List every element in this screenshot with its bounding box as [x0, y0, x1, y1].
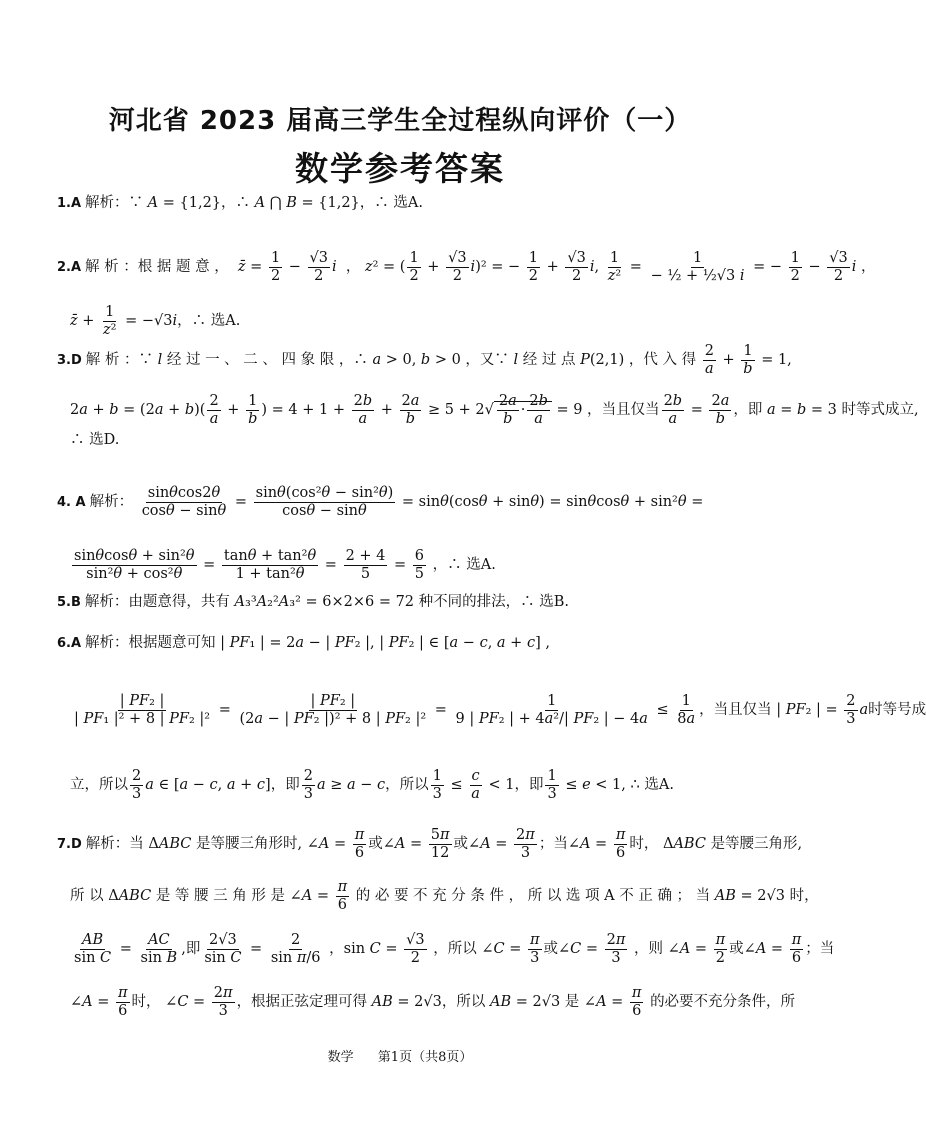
answer-3-cont: 2a + b = (2a + b)( $\frac{2}{a}$ + $\frac{1}{b}$ ) = 4 + 1 + $\frac{2b}{a}$ + $\frac{2a}{b}$ ≥ 5 + 2√ $\frac{2a}{b}$ · $\frac{2b}{a}$ = 9 ，当且仅当 $\frac{2b}{a}$ = $\frac{2a}{b}$ ，即 a = b = 3 时等式成立, [70, 393, 919, 427]
footer-page: 第1页（共8页） [377, 1050, 473, 1065]
page-title: 河北省 2023 届高三学生全过程纵向评价（一） [108, 106, 692, 136]
answer-2-cont: z̄ + $\frac{1}{\text{z²}}$ = −√3i，∴ 选A. [70, 304, 241, 338]
answer-3-choice: ∴ 选D. [70, 432, 120, 448]
answer-4-cont: $\frac{\text{sinθcosθ + sin²θ}}{\text{sin²θ + cos²θ}}$ = $\frac{\text{tanθ + tan²θ}}{\text{1 + tan²θ}}$ = $\frac{2 + 4}{5}$ = $\frac{6}{5}$ ，∴ 选A. [74, 548, 496, 582]
answer-3: 3.D 解 析 ：∵ l 经 过 一 、 二 、 四 象 限 ，∴ a > 0, b > 0 ，又∵ l 经 过 点 P(2,1) ，代 入 得 $\frac{2}{a}$ + $\frac{1}{b}$ = 1, [57, 343, 792, 377]
page-footer [0, 1046, 800, 1065]
answer-4: 4. A 解析： $\frac{\sin\theta\cos 2\theta}{\cos\theta - \sin\theta}$ = $\frac{\text{sinθ(cos²θ − sin²θ)}}{\cos\theta - \sin\theta}$ = sinθ(cosθ + sinθ) = sinθcosθ + sin²θ = [57, 485, 704, 519]
answer-6: 6.A 解析：根据题意可知 | PF₁ | = 2a − | PF₂ |, | PF₂ | ∈ [a − c, a + c] , [57, 635, 550, 651]
answer-2: 2.A 解 析 ：根 据 题 意 ， z̄ = $\frac{1}{2}$ − $\frac{√3}{2}$ i ， z² = ( $\frac{1}{2}$ + $\frac{√3}{2}$ i)² = − $\frac{1}{2}$ + $\frac{√3}{2}$ i, $\frac{1}{\text{z²}}$ = $\frac{1}{\text{− ½ + ½√3 i}}$ = − $\frac{1}{2}$ − $\frac{√3}{2}$ i ， [57, 250, 876, 284]
answer-7-cont3: ∠A = $\frac{\pi}{6}$ 时， ∠C = $\frac{2\pi}{3}$ ，根据正弦定理可得 AB = 2√3，所以 AB = 2√3 是 ∠A = $\frac{\pi}{6}$ 的必要不充分条件，所 [70, 985, 796, 1019]
answer-5: 5.B 解析：由题意得，共有 A₃³A₂²A₃² = 6×2×6 = 72 种不同的排法，∴ 选B. [57, 594, 570, 610]
answer-1: 1.A 解析：∵ A = {1,2}，∴ A ⋂ B = {1,2}，∴ 选A. [57, 195, 423, 211]
answer-6-cont: $\frac{\text{| PF₂ |}}{\text{| PF₁ |² + 8 | PF₂ |²}}$ = $\frac{\text{| PF₂ |}}{\text{(2a − | PF₂ |)² + 8 | PF₂ |²}}$ = $\frac{1}{\text{9 | PF₂ | + 4a²/| PF₂ | − 4a}}$ ≤ $\frac{1}{8a}$ ，当且仅当 | PF₂ | = $\frac{2}{3}$ a时等号成 [74, 693, 926, 727]
page-subtitle: 数学参考答案 [295, 149, 505, 188]
answer-7-cont: 所 以 ΔABC 是 等 腰 三 角 形 是 ∠A = $\frac{\pi}{6}$ 的 必 要 不 充 分 条 件 ， 所 以 选 项 A 不 正 确 ； 当 AB = 2√3 时， [70, 879, 819, 913]
answer-7-cont2: $\frac{AB}{\text{sin C}}$ = $\frac{AC}{\text{sin B}}$ ,即 $\frac{2√3}{\text{sin C}}$ = $\frac{2}{\text{sin π/6}}$ ，sin C = $\frac{√3}{2}$ ，所以 ∠C = $\frac{\pi}{3}$ 或∠C = $\frac{2\pi}{3}$ ，则 ∠A = $\frac{\pi}{2}$ 或∠A = $\frac{\pi}{6}$ ；当 [74, 932, 835, 966]
answer-7: 7.D 解析：当 ΔABC 是等腰三角形时, ∠A = $\frac{\pi}{6}$ 或∠A = $\frac{5\pi}{12}$ 或∠A = $\frac{2\pi}{3}$ ；当∠A = $\frac{\pi}{6}$ 时， ΔABC 是等腰三角形, [57, 827, 803, 861]
footer-subject: 数学 [327, 1050, 354, 1065]
answer-6-cont2: 立，所以 $\frac{2}{3}$ a ∈ [a − c, a + c]，即 $\frac{2}{3}$ a ≥ a − c，所以 $\frac{1}{3}$ ≤ $\frac{c}{a}$ < 1，即 $\frac{1}{3}$ ≤ e < 1, ∴ 选A. [70, 768, 674, 802]
